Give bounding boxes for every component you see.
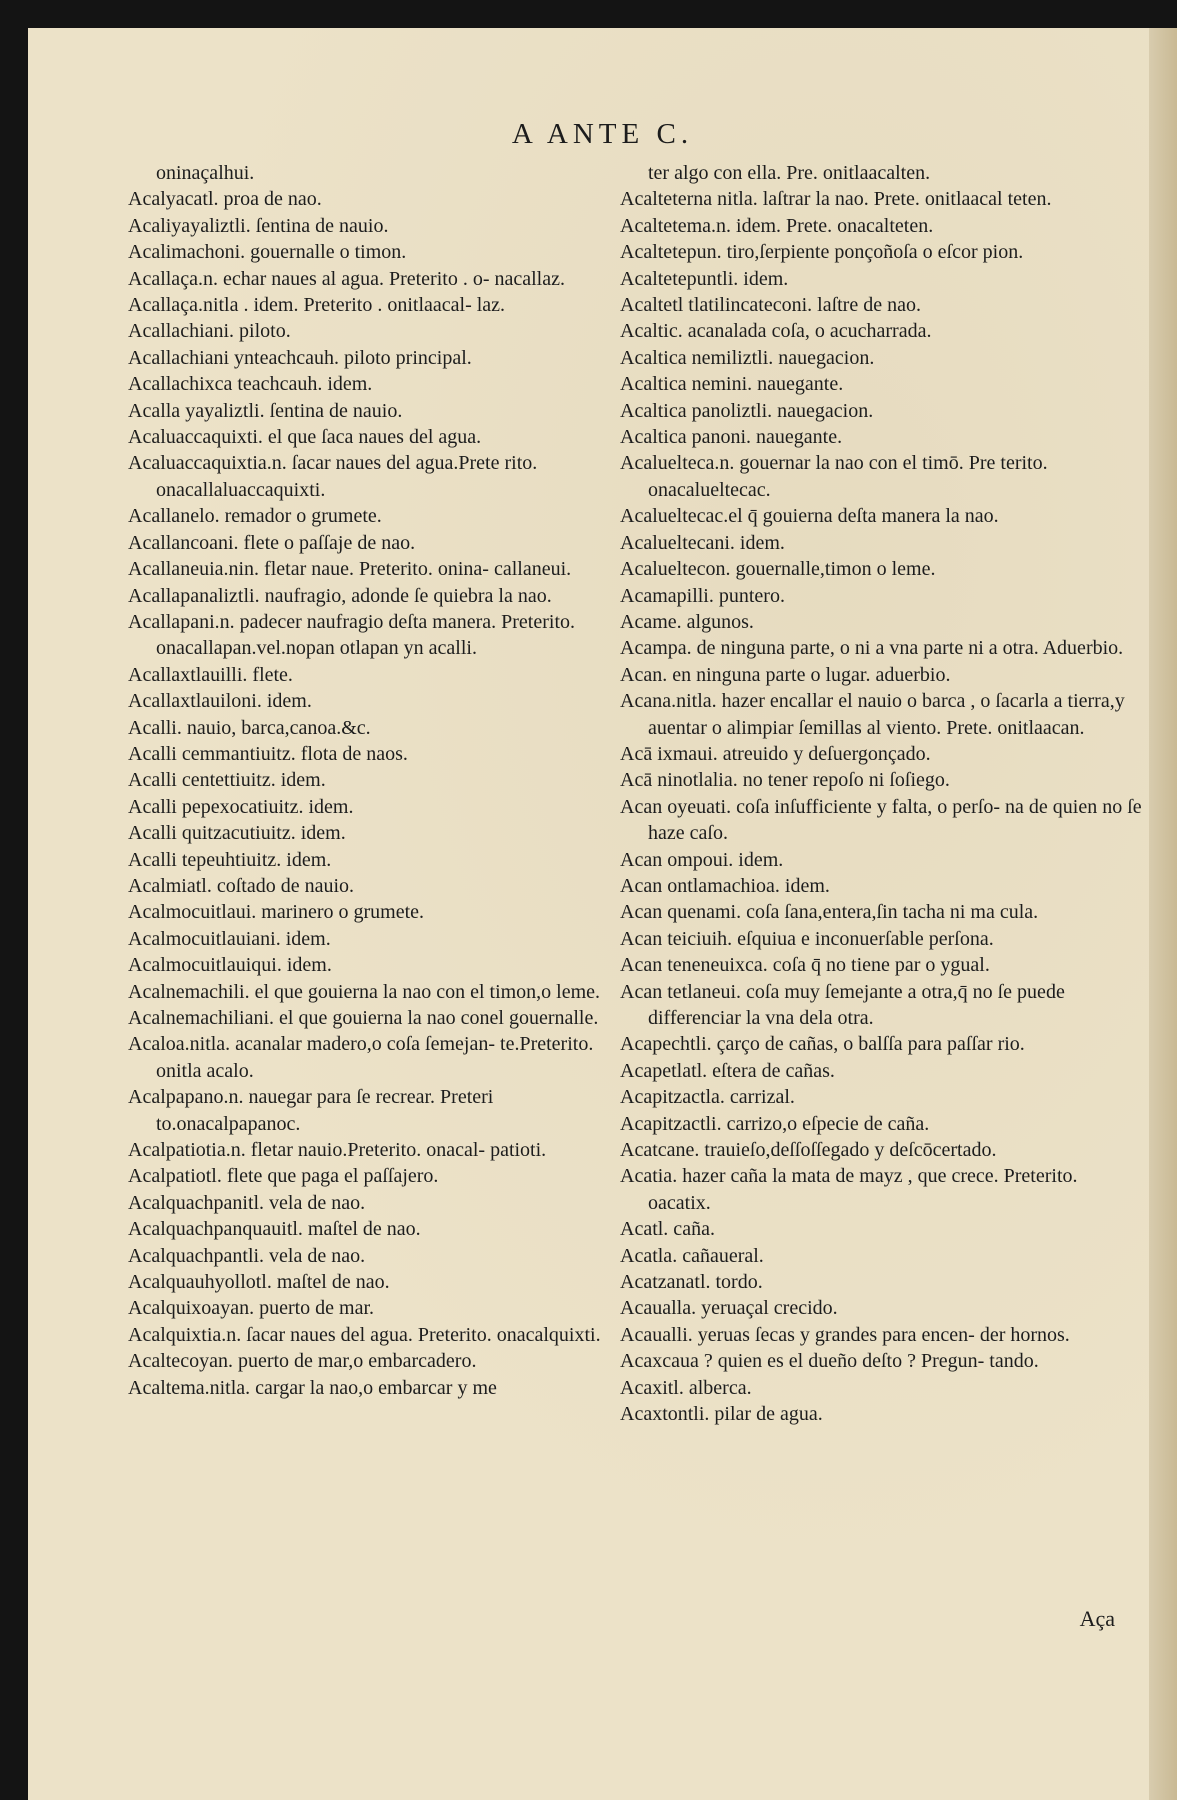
book-page [28,28,1177,1800]
dictionary-entry: Acalteterna nitla. laſtrar la nao. Prete. onitlaacal teten. [620,188,1052,211]
dictionary-entry: Acatla. cañaueral. [620,1244,764,1267]
dictionary-entry: Acaliyayaliztli. ſentina de nauio. [128,214,389,237]
dictionary-entry: Acaltetl tlatilincateconi. laſtre de nao. [620,294,921,317]
dictionary-entry: Acalnemachili. el que gouierna la nao con el timon,o leme. [128,980,601,1003]
dictionary-entry: Acalueltecon. gouernalle,timon o leme. [620,558,936,581]
dictionary-entry: Acallaça.nitla . idem. Preterito . onitlaacal- laz. [128,294,506,317]
dictionary-entry: Acapitzactla. carrizal. [620,1086,795,1109]
dictionary-entry: Acallanelo. remador o grumete. [128,505,382,528]
dictionary-entry: Acaltetema.n. idem. Prete. onacalteten. [620,214,934,237]
dictionary-entry: Acalmocuitlaui. marinero o grumete. [128,901,425,924]
dictionary-entry: Acallachixca teachcauh. idem. [128,373,373,396]
dictionary-entry: Acan ontlamachioa. idem. [620,874,830,897]
dictionary-entry: Acalquachpanitl. vela de nao. [128,1191,366,1214]
dictionary-entry: Acalquixoayan. puerto de mar. [128,1297,375,1320]
dictionary-entry: Acalimachoni. gouernalle o timon. [128,241,407,264]
dictionary-entry: Acapechtli. çarço de cañas, o balſſa para paſſar rio. [620,1033,1025,1056]
dictionary-entry: Acalquachpantli. vela de nao. [128,1244,366,1267]
dictionary-entry: Acallancoani. flete o paſſaje de nao. [128,531,416,554]
dictionary-entry: Acan oyeuati. coſa inſufficiente y falta, o perſo- na de quien no ſe haze caſo. [620,795,1142,845]
dictionary-entry: Acallapanaliztli. naufragio, adonde ſe quiebra la nao. [128,584,552,607]
dictionary-entry: Acame. algunos. [620,610,754,633]
dictionary-entry: Acaltetepuntli. idem. [620,267,789,290]
dictionary-entry: Acana.nitla. hazer encallar el nauio o barca , o ſacarla a tierra,y auentar o alimpiar ſemillas al viento. Prete. onitlaacan. [620,690,1125,739]
dictionary-entry: Acallaneuia.nin. fletar naue. Preterito. onina- callaneui. [128,558,572,581]
dictionary-entry: Acallaxtlauilli. flete. [128,663,293,686]
dictionary-entry: Acan teiciuih. eſquiua e inconuerſable perſona. [620,927,994,950]
dictionary-entry: Acā ninotlalia. no tener repoſo ni ſoſiego. [620,769,950,792]
dictionary-entry: Acalmocuitlauiqui. idem. [128,954,332,977]
dictionary-entry: Acaluaccaquixtia.n. ſacar naues del agua.Prete rito. onacallaluaccaquixti. [128,452,538,501]
dictionary-entry: Acaltica nemini. nauegante. [620,373,844,396]
dictionary-entry: Acamapilli. puntero. [620,584,785,607]
dictionary-entry: Acalli cemmantiuitz. flota de naos. [128,742,408,765]
dictionary-entry: Acatia. hazer caña la mata de mayz , que crece. Preterito. oacatix. [620,1165,1078,1214]
dictionary-entry: Acalla yayaliztli. ſentina de nauio. [128,399,403,422]
dictionary-entry: Acalpapano.n. nauegar para ſe recrear. Preteri to.onacalpapanoc. [128,1086,494,1135]
dictionary-entry: Acapetlatl. eſtera de cañas. [620,1059,835,1082]
dictionary-entry: Acaualli. yeruas ſecas y grandes para encen- der hornos. [620,1323,1070,1346]
dictionary-entry: Acallachiani. piloto. [128,320,291,343]
dictionary-entry: Acalquauhyollotl. maſtel de nao. [128,1271,390,1294]
dictionary-entry: oninaçalhui. [156,162,255,184]
dictionary-entry: Acalpatiotia.n. fletar nauio.Preterito. onacal- patioti. [128,1139,547,1162]
dictionary-entry: Acan tetlaneui. coſa muy ſemejante a otra,q̄ no ſe puede differenciar la vna dela otra. [620,980,1065,1029]
dictionary-entry: Acampa. de ninguna parte, o ni a vna parte ni a otra. Aduerbio. [620,637,1124,660]
dictionary-entry: Acaloa.nitla. acanalar madero,o coſa ſemejan- te.Preterito. onitla acalo. [128,1033,594,1082]
dictionary-entry: Acatzanatl. tordo. [620,1271,763,1294]
dictionary-entry: Acā ixmaui. atreuido y deſuergonçado. [620,742,931,765]
catchword: Aça [1079,1606,1115,1631]
dictionary-entry: Acalueltecani. idem. [620,531,785,554]
dictionary-entry: Acaualla. yeruaçal crecido. [620,1297,838,1320]
dictionary-entry: Acan. en ninguna parte o lugar. aduerbio. [620,663,951,686]
dictionary-entry: Acalli tepeuhtiuitz. idem. [128,848,332,871]
dictionary-entry: Acalli pepexocatiuitz. idem. [128,795,354,818]
dictionary-entry: Acaxitl. alberca. [620,1376,752,1399]
dictionary-entry: Acan quenami. coſa ſana,entera,ſin tacha ni ma cula. [620,901,1039,924]
dictionary-entry: Acan ompoui. idem. [620,848,784,871]
dictionary-entry: Acaltecoyan. puerto de mar,o embarcadero. [128,1350,477,1373]
dictionary-entry: Acalquachpanquauitl. maſtel de nao. [128,1218,421,1241]
dictionary-entry: Acallaça.n. echar naues al agua. Preterito . o- nacallaz. [128,267,565,290]
dictionary-entry: Acaxcaua ? quien es el dueño deſto ? Pregun- tando. [620,1350,1039,1373]
dictionary-entry: Acaltica nemiliztli. nauegacion. [620,346,875,369]
dictionary-entry: Acaltetepun. tiro,ſerpiente ponçoñoſa o eſcor pion. [620,241,1024,264]
dictionary-entry: Acaltica panoni. nauegante. [620,426,843,449]
dictionary-entry: Acalli centettiuitz. idem. [128,769,326,792]
dictionary-entry: Acallaxtlauiloni. idem. [128,690,312,713]
dictionary-entry: Acalyacatl. proa de nao. [128,188,322,211]
dictionary-entry: Acaxtontli. pilar de agua. [620,1403,823,1426]
left-column [128,160,638,1401]
dictionary-entry: Acalli quitzacutiuitz. idem. [128,822,346,845]
dictionary-entry: Acalueltecа.n. gouernar la nao con el timō. Pre terito. onacalueltecac. [620,452,1048,501]
dictionary-entry: Acaltema.nitla. cargar la nao,o embarcar y me [128,1376,497,1399]
dictionary-entry: Acaluaccaquixti. el que ſaca naues del agua. [128,426,482,449]
right-column [620,160,1142,1428]
dictionary-entry: Acalpatiotl. flete que paga el paſſajero. [128,1165,439,1188]
dictionary-entry: Acatl. caña. [620,1218,715,1241]
dictionary-entry: Acatcane. trauieſo,deſſoſſegado y deſcōcertado. [620,1139,997,1162]
dictionary-entry: Acaltic. acanalada coſa, o acucharrada. [620,320,932,343]
dictionary-entry: Acaltica panoliztli. nauegacion. [620,399,874,422]
dictionary-entry: Acalueltecac.el q̄ gouierna deſta manera la nao. [620,505,999,528]
dictionary-entry: Acalnemachiliani. el que gouierna la nao conel gouernalle. [128,1007,599,1029]
dictionary-entry: Acallachiani ynteachcauh. piloto principal. [128,346,472,369]
page-edge [1149,28,1177,1800]
running-header: A ANTE C. [511,118,694,150]
dictionary-entry: Acalquixtia.n. ſacar naues del agua. Preterito. onacalquixti. [128,1323,601,1346]
dictionary-entry: ter algo con ella. Pre. onitlaacalten. [648,162,931,184]
dictionary-entry: Acalmocuitlauiani. idem. [128,927,331,950]
dictionary-entry: Acalli. nauio, barca,canoa.&c. [128,716,371,739]
dictionary-entry: Acan teneneuixca. coſa q̄ no tiene par o ygual. [620,954,990,977]
dictionary-entry: Acapitzactli. carrizo,o eſpecie de caña. [620,1112,930,1135]
dictionary-entry: Acalmiatl. coſtado de nauio. [128,874,355,897]
dictionary-entry: Acallapani.n. padecer naufragio deſta manera. Preterito. onacallapan.vel.nopan otlapan yn acalli. [128,610,576,660]
